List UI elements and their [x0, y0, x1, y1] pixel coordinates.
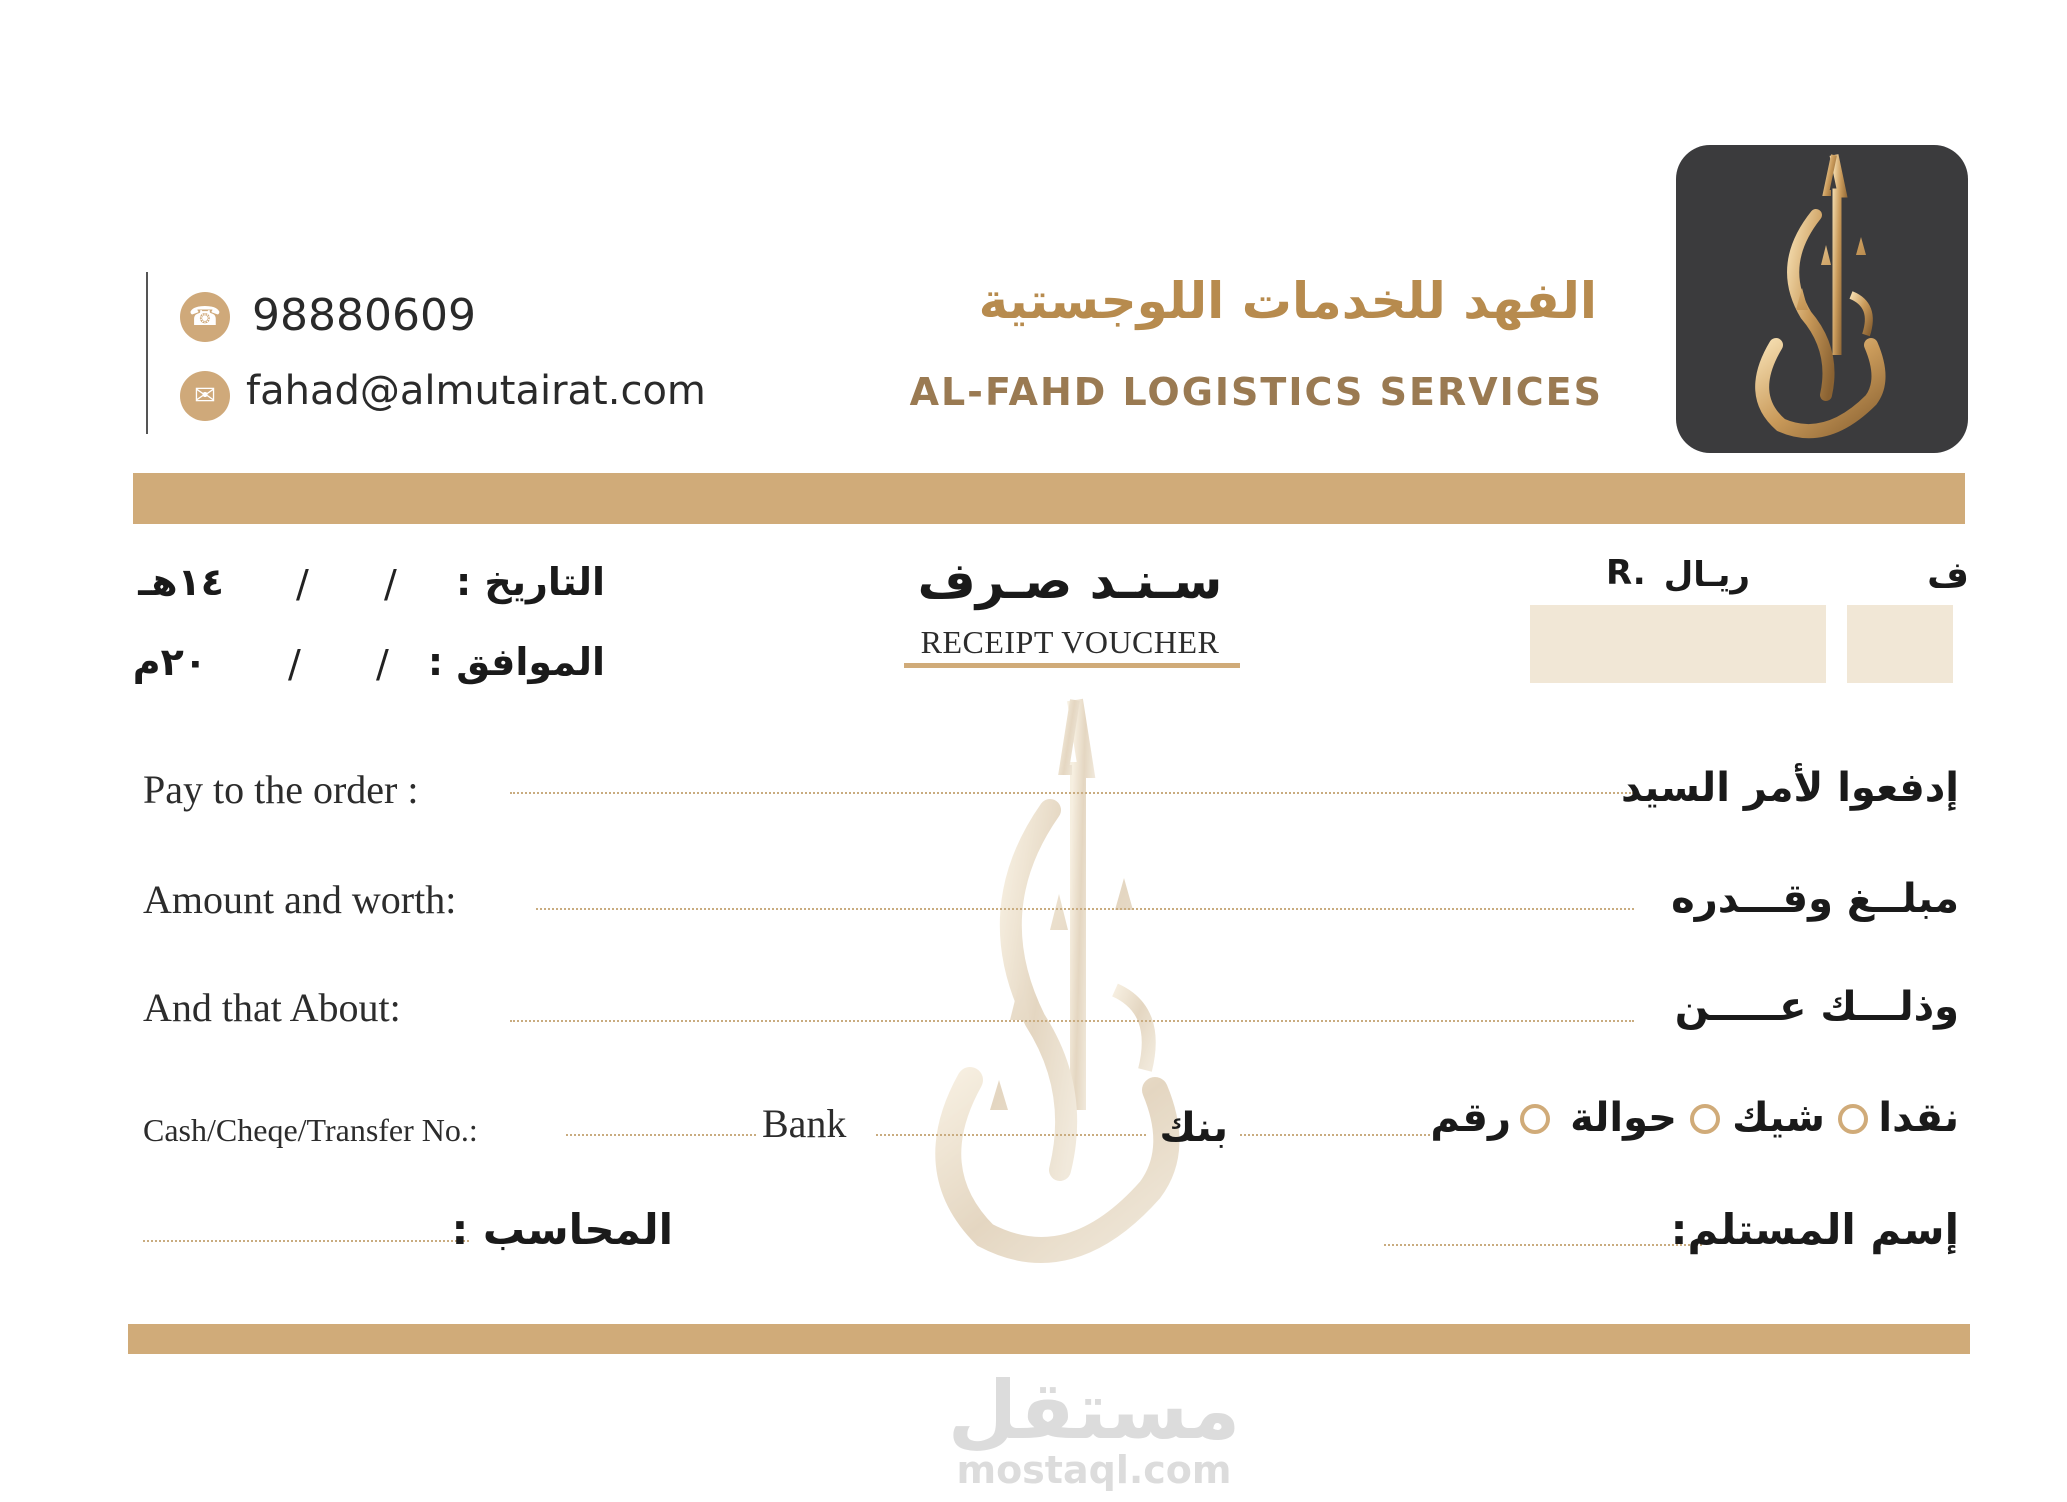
- about-label-arabic: وذلـــك عـــــن: [1674, 984, 1959, 1030]
- date-gregorian-label: الموافق :: [427, 640, 605, 684]
- date-sep: /: [296, 562, 309, 606]
- amount-label-english: Amount and worth:: [143, 877, 457, 922]
- amount-riyal-box[interactable]: [1530, 605, 1826, 683]
- calligraphy-logo: [1676, 145, 1968, 453]
- bank-line-left[interactable]: [876, 1134, 1146, 1136]
- about-label-english: And that About:: [143, 985, 401, 1030]
- bank-label-english: Bank: [762, 1101, 847, 1146]
- transfer-number-line[interactable]: [566, 1134, 756, 1136]
- number-label: ف: [1927, 555, 1969, 596]
- bank-label-arabic: بنك: [1159, 1105, 1228, 1151]
- transfer-radio[interactable]: [1520, 1104, 1550, 1134]
- voucher-title-english: RECEIPT VOUCHER: [920, 624, 1220, 660]
- date-sep: /: [288, 642, 301, 686]
- phone-number: 98880609: [252, 290, 476, 341]
- company-name-arabic: الفهد للخدمات اللوجستية: [978, 272, 1597, 330]
- amount-line[interactable]: [536, 908, 1634, 910]
- receiver-line[interactable]: [1384, 1244, 1702, 1246]
- pay-to-line[interactable]: [510, 792, 1634, 794]
- company-name-english: AL-FAHD LOGISTICS SERVICES: [909, 370, 1603, 414]
- phone-icon: ☎: [180, 292, 230, 342]
- top-gold-band: [133, 473, 1965, 524]
- currency-label-arabic: ريـال: [1663, 555, 1750, 595]
- currency-label-english: R.: [1606, 553, 1646, 593]
- date-hijri-suffix: ١٤هـ: [138, 560, 224, 604]
- date-sep: /: [384, 562, 397, 606]
- date-hijri-label: التاريخ :: [455, 560, 605, 604]
- cash-option-label: نقدا: [1878, 1095, 1959, 1141]
- bottom-gold-band: [128, 1324, 1970, 1354]
- date-sep: /: [376, 642, 389, 686]
- pay-to-label-arabic: إدفعوا لأمر السيد: [1621, 765, 1959, 811]
- amount-fils-box[interactable]: [1847, 605, 1953, 683]
- pay-to-label-english: Pay to the order :: [143, 767, 419, 812]
- cheque-option-label: شيك: [1732, 1095, 1825, 1141]
- accountant-line[interactable]: [143, 1240, 469, 1242]
- voucher-title-arabic: سـنـد صـرف: [917, 552, 1223, 610]
- watermark-url: mostaql.com: [956, 1448, 1232, 1492]
- bank-line-right[interactable]: [1240, 1134, 1430, 1136]
- cheque-radio[interactable]: [1690, 1104, 1720, 1134]
- amount-label-arabic: مبلــغ وقـــدره: [1671, 876, 1959, 922]
- cash-radio[interactable]: [1838, 1104, 1868, 1134]
- envelope-icon: ✉: [180, 371, 230, 421]
- about-line[interactable]: [510, 1020, 1634, 1022]
- watermark-arabic: مستقل: [947, 1364, 1241, 1457]
- accountant-label: المحاسب :: [451, 1205, 673, 1254]
- watermark-logo: [900, 690, 1220, 1280]
- title-underline: [904, 663, 1240, 668]
- number-label-arabic: رقم: [1430, 1095, 1511, 1141]
- email-address: fahad@almutairat.com: [246, 368, 706, 414]
- method-label-english: Cash/Cheqe/Transfer No.:: [143, 1112, 478, 1148]
- receiver-label: إسم المستلم:: [1670, 1205, 1959, 1254]
- transfer-option-label: حوالة: [1570, 1095, 1677, 1141]
- contact-divider: [146, 272, 148, 434]
- date-gregorian-suffix: ٢٠م: [132, 640, 207, 684]
